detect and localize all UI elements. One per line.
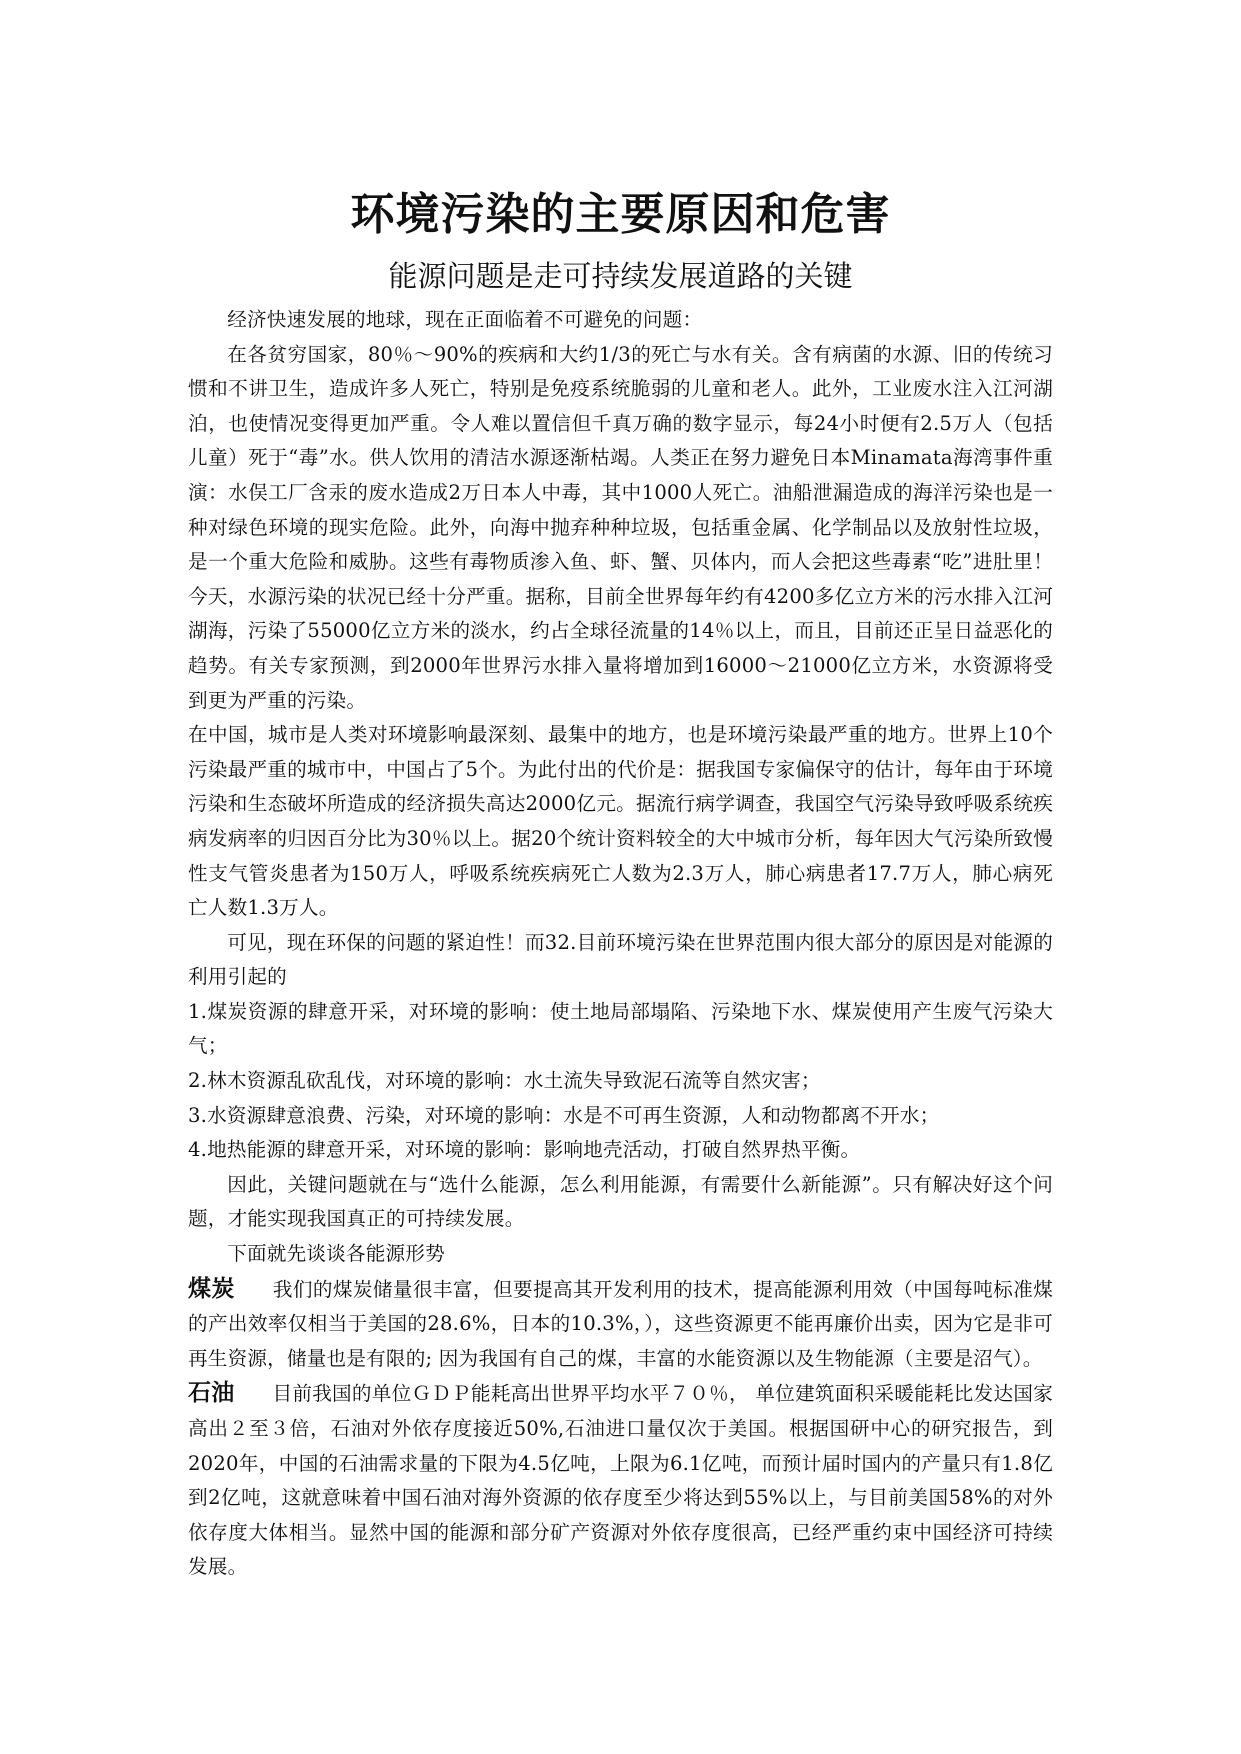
section-oil: [188, 1376, 1053, 1585]
paragraph-urgency: 可见，现在环保的问题的紧迫性！而32.目前环境污染在世界范围内很大部分的原因是对能源的利用引起的: [188, 930, 1053, 989]
paragraph-intro: 经济快速发展的地球，现在正面临着不可避免的问题：: [227, 308, 703, 331]
page-title: 环境污染的主要原因和危害: [350, 189, 891, 240]
list-item-water: 3.水资源肆意浪费、污染，对环境的影响：水是不可再生资源，人和动物都离不开水；: [188, 1103, 940, 1127]
section-label-coal: 煤炭: [188, 1275, 235, 1302]
list-item-coal: 1.煤炭资源的肆意开采，对环境的影响：使土地局部塌陷、污染地下水、煤炭使用产生废气污染大气；: [188, 999, 1053, 1058]
section-text-oil: 目前我国的单位ＧＤＰ能耗高出世界平均水平７０％， 单位建筑面积采暖能耗比发达国家高出２至３倍，石油对外依存度接近50%,石油进口量仅次于美国。根据国研中心的研究报告，到2020年，中国的石油需求量的下限为4.5亿吨，上限为6.1亿吨，而预计届时国内的产量只有1.8亿到2亿吨，这就意味着中国石油对海外资源的依存度至少将达到55%以上，与目前美国58%的对外依存度大体相当。显然中国的能源和部分矿产资源对外依存度很高，已经严重约束中国经济可持续发展。: [188, 1382, 1053, 1579]
paragraph-china-cities: 在中国，城市是人类对环境影响最深刻、最集中的地方，也是环境污染最严重的地方。世界上10个污染最严重的城市中，中国占了5个。为此付出的代价是：据我国专家偏保守的估计，每年由于环境污染和生态破坏所造成的经济损失高达2000亿元。据流行病学调查，我国空气污染导致呼吸系统疾病发病率的归因百分比为30％以上。据20个统计资料较全的大中城市分析，每年因大气污染所致慢性支气管炎患者为150万人，呼吸系统疾病死亡人数为2.3万人，肺心病患者17.7万人，肺心病死亡人数1.3万人。: [188, 723, 1053, 920]
page-subtitle: 能源问题是走可持续发展道路的关键: [388, 259, 853, 293]
section-coal: [188, 1272, 1053, 1377]
list-item-forest: 2.林木资源乱砍乱伐，对环境的影响：水土流失导致泥石流等自然灾害；: [188, 1069, 821, 1093]
list-item-geothermal: 4.地热能源的肆意开采，对环境的影响：影响地壳活动，打破自然界热平衡。: [188, 1138, 861, 1162]
paragraph-water-pollution: 在各贫穷国家，80％～90%的疾病和大约1/3的死亡与水有关。含有病菌的水源、旧的传统习惯和不讲卫生，造成许多人死亡，特别是免疫系统脆弱的儿童和老人。此外，工业废水注入江河湖泊，也使情况变得更加严重。令人难以置信但千真万确的数字显示，每24小时便有2.5万人（包括儿童）死于“毒”水。供人饮用的清洁水源逐渐枯竭。人类正在努力避免日本Minamata海湾事件重演：水俣工厂含汞的废水造成2万日本人中毒，其中1000人死亡。油船泄漏造成的海洋污染也是一种对绿色环境的现实危险。此外，向海中抛弃种种垃圾，包括重金属、化学制品以及放射性垃圾，是一个重大危险和威胁。这些有毒物质渗入鱼、虾、蟹、贝体内，而人会把这些毒素“吃”进肚里！今天，水源污染的状况已经十分严重。据称，目前全世界每年约有4200多亿立方米的污水排入江河湖海，污染了55000亿立方米的淡水，约占全球径流量的14％以上，而且，目前还正呈日益恶化的趋势。有关专家预测，到2000年世界污水排入量将增加到16000～21000亿立方米，水资源将受到更为严重的污染。: [188, 342, 1053, 712]
paragraph-transition: 下面就先谈谈各能源形势: [227, 1242, 445, 1266]
section-label-oil: 石油: [188, 1380, 235, 1407]
paragraph-key-question: 因此，关键问题就在与“选什么能源，怎么利用能源，有需要什么新能源”。只有解决好这个问题，才能实现我国真正的可持续发展。: [188, 1172, 1053, 1231]
section-text-coal: 我们的煤炭储量很丰富，但要提高其开发利用的技术，提高能源利用效（中国每吨标准煤的产出效率仅相当于美国的28.6%，日本的10.3%，），这些资源更不能再廉价出卖，因为它是非可再生资源，储量也是有限的; 因为我国有自己的煤，丰富的水能资源以及生物能源（主要是沼气）。: [188, 1277, 1053, 1370]
